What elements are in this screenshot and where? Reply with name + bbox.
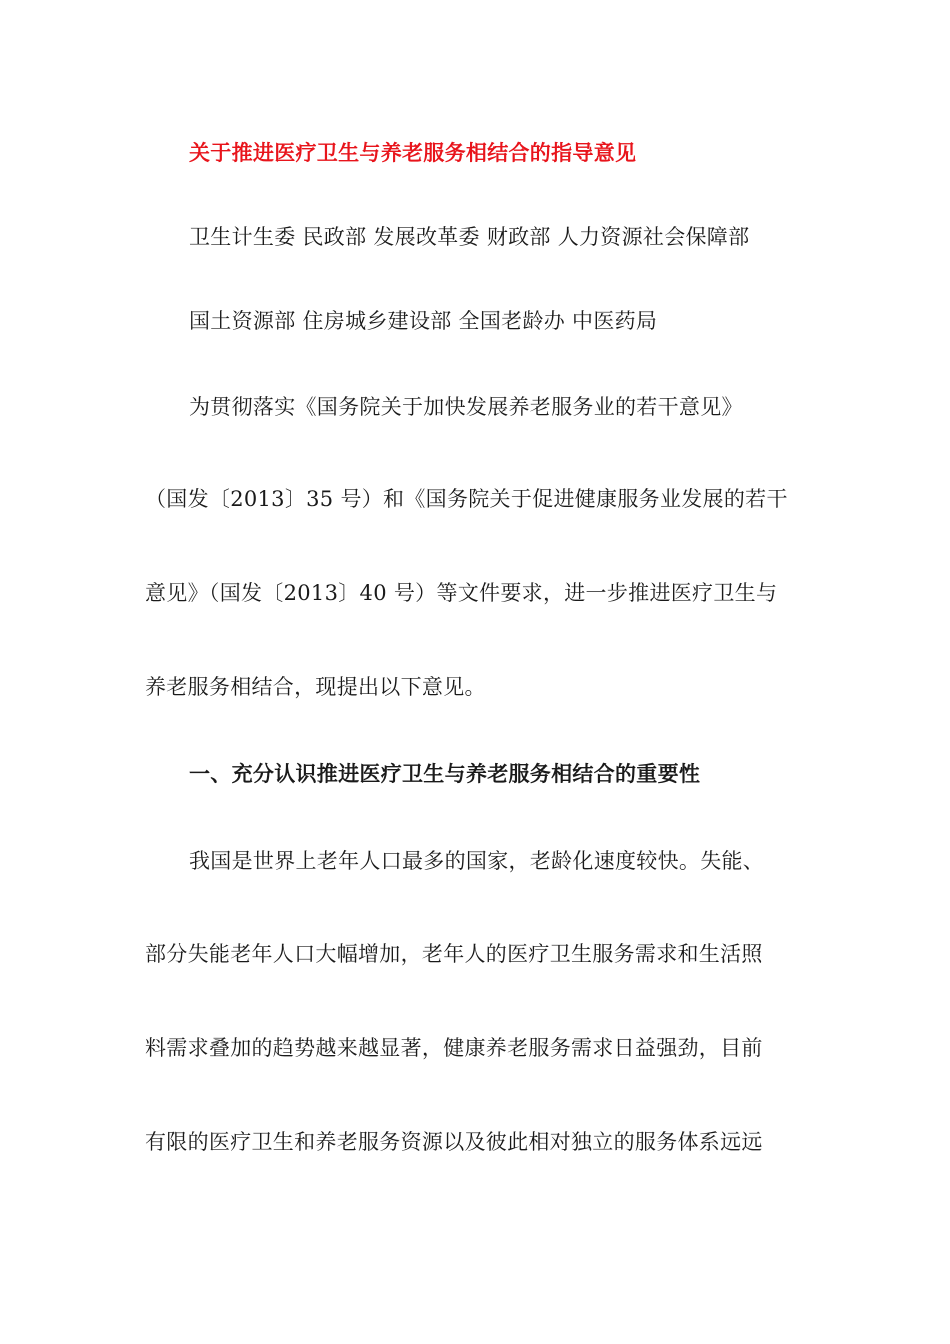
issuers-line-2: 国土资源部 住房城乡建设部 全国老龄办 中医药局 [189,309,658,333]
document-title: 关于推进医疗卫生与养老服务相结合的指导意见 [189,141,637,165]
intro-paragraph-line: 为贯彻落实《国务院关于加快发展养老服务业的若干意见》 [189,395,743,419]
issuers-line-1: 卫生计生委 民政部 发展改革委 财政部 人力资源社会保障部 [189,225,750,249]
section-1-paragraph-line: 我国是世界上老年人口最多的国家，老龄化速度较快。失能、 [189,849,765,873]
section-1-heading: 一、充分认识推进医疗卫生与养老服务相结合的重要性 [189,762,701,786]
intro-paragraph-line: 养老服务相结合，现提出以下意见。 [145,675,486,699]
section-1-paragraph-line: 料需求叠加的趋势越来越显著，健康养老服务需求日益强劲，目前 [145,1036,763,1060]
intro-paragraph-line: （国发〔2013〕35 号）和《国务院关于促进健康服务业发展的若干 [145,487,788,511]
section-1-paragraph-line: 有限的医疗卫生和养老服务资源以及彼此相对独立的服务体系远远 [145,1130,763,1154]
section-1-paragraph-line: 部分失能老年人口大幅增加，老年人的医疗卫生服务需求和生活照 [145,942,763,966]
intro-paragraph-line: 意见》（国发〔2013〕40 号）等文件要求，进一步推进医疗卫生与 [145,581,778,605]
